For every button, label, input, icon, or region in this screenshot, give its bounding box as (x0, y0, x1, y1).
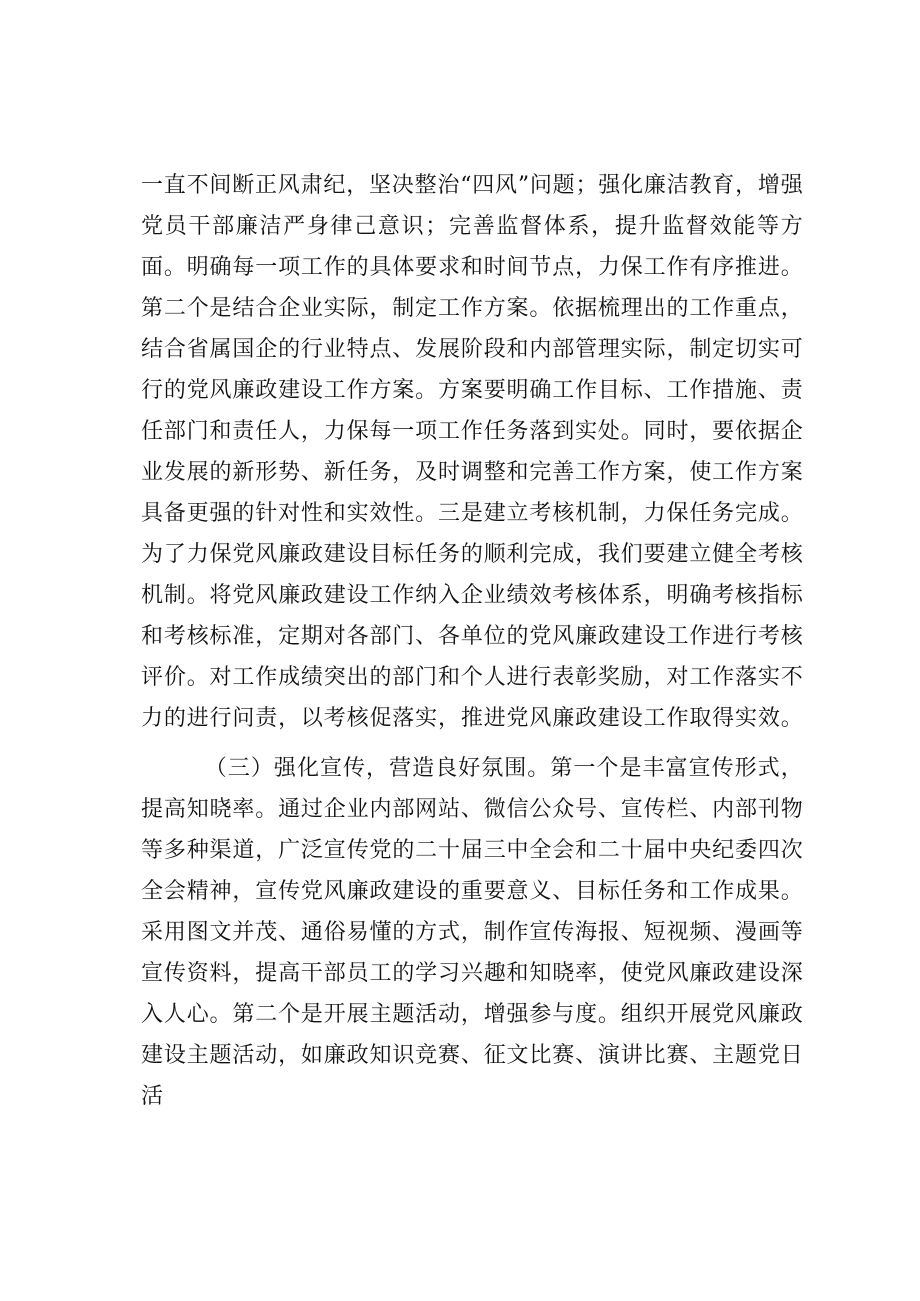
text-line: 传资料，提高干部员工的学习兴趣和知晓率，使党风廉政建设深入 (141, 961, 803, 1027)
paragraph-2 (141, 748, 803, 1117)
text-line: 用图文并茂、通俗易懂的方式，制作宣传海报、短视频、漫画等宣 (141, 920, 803, 986)
text-line: 设主题活动，如廉政知识竞赛、征文比赛、演讲比赛、主题党日活 (141, 1043, 803, 1109)
text-line: 为了力保党风廉政建设目标任务的顺利完成，我们要建立健全考核 (141, 542, 803, 567)
text-line: 力的进行问责，以考核促落实，推进党风廉政建设工作取得实效。 (141, 706, 803, 731)
text-line: 和考核标准，定期对各部门、各单位的党风廉政建设工作进行考核 (141, 624, 803, 649)
text-line: 评价。对工作成绩突出的部门和个人进行表彰奖励，对工作落实不 (141, 665, 803, 690)
text-line: 强党员干部廉洁严身律己意识；完善监督体系，提升监督效能等方 (141, 173, 803, 239)
text-line: 高知晓率。通过企业内部网站、微信公众号、宣传栏、内部刊物等 (141, 797, 803, 863)
text-line: 任部门和责任人，力保每一项工作任务落到实处。同时，要依据企 (141, 419, 803, 444)
text-line: 会精神，宣传党风廉政建设的重要意义、目标任务和工作成果。采 (141, 879, 803, 945)
text-line: 行的党风廉政建设工作方案。方案要明确工作目标、工作措施、责 (141, 378, 803, 403)
text-line: 机制。将党风廉政建设工作纳入企业绩效考核体系，明确考核指标 (141, 583, 803, 608)
text-line: 一直不间断正风肃纪，坚决整治“四风”问题；强化廉洁教育，增 (141, 173, 781, 198)
text-line: 第二个是结合企业实际，制定工作方案。依据梳理出的工作重点， (141, 296, 803, 321)
text-line: 具备更强的针对性和实效性。三是建立考核机制，力保任务完成。 (141, 501, 803, 526)
text-line: （三）强化宣传，营造良好氛围。第一个是丰富宣传形式，提 (141, 756, 803, 822)
text-line: 业发展的新形势、新任务，及时调整和完善工作方案，使工作方案 (141, 460, 803, 485)
text-line: 面。明确每一项工作的具体要求和时间节点，力保工作有序推进。 (141, 255, 803, 280)
document-body (141, 165, 803, 1117)
paragraph-1 (141, 165, 803, 739)
text-line: 多种渠道，广泛宣传党的二十届三中全会和二十届中央纪委四次全 (141, 838, 803, 904)
text-line: 人心。第二个是开展主题活动，增强参与度。组织开展党风廉政建 (141, 1002, 803, 1068)
text-line: 结合省属国企的行业特点、发展阶段和内部管理实际，制定切实可 (141, 337, 803, 362)
